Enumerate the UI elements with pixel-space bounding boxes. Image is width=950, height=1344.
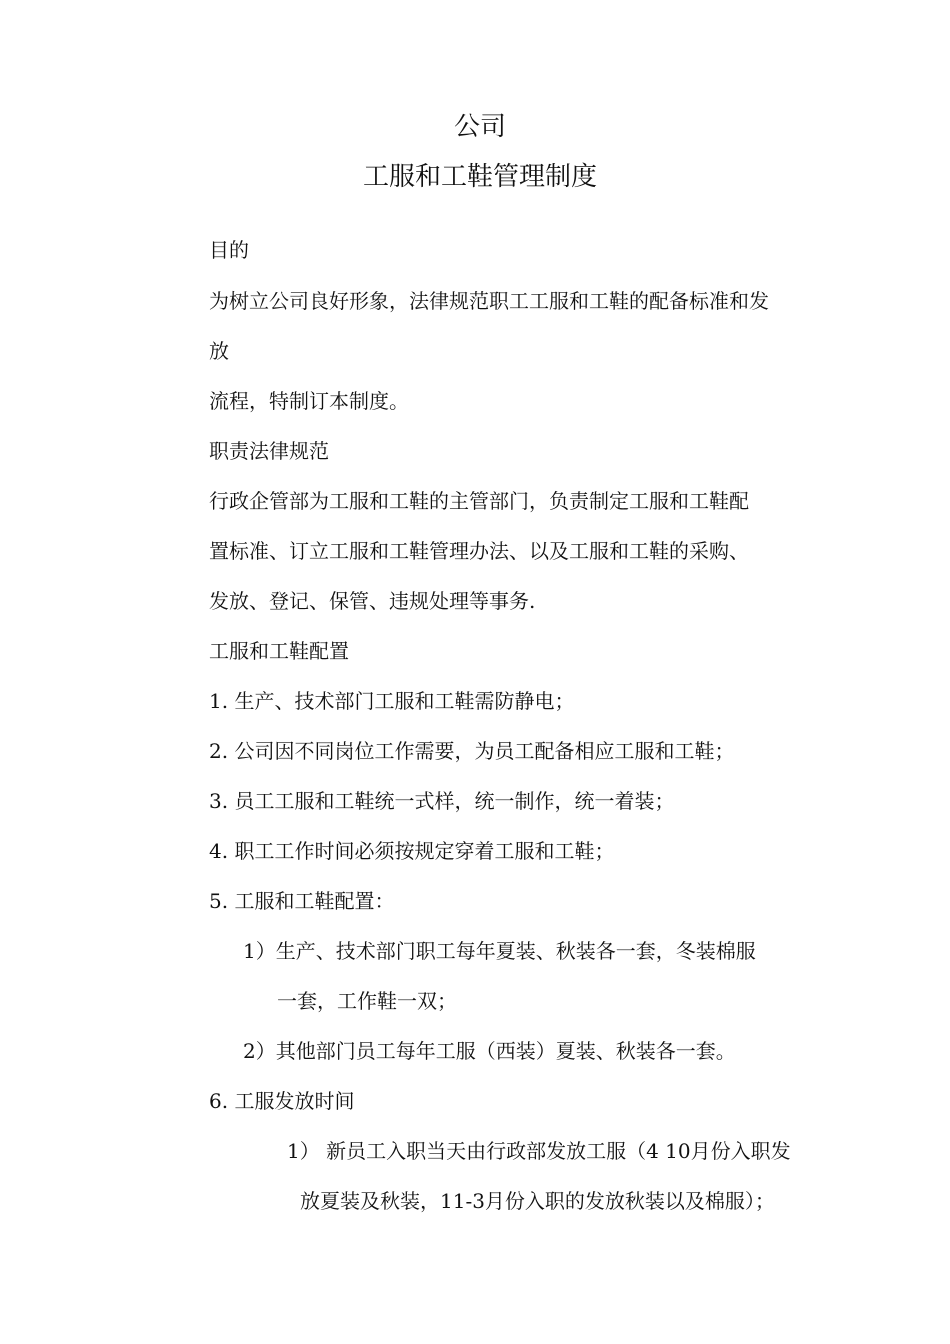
purpose-line-2: 放 [209, 339, 229, 363]
company-name: 公司 [453, 112, 506, 142]
config-sub-item-1: 1）生产、技术部门职工每年夏装、秋装各一套，冬装棉服 [243, 939, 756, 963]
section-heading-responsibility: 职责法律规范 [209, 439, 329, 463]
config-item-2: 2. 公司因不同岗位工作需要，为员工配备相应工服和工鞋； [209, 739, 735, 763]
item6-sub-line-2: 放夏装及秋装，11-3月份入职的发放秋装以及棉服）； [300, 1189, 775, 1213]
purpose-line-3: 流程，特制订本制度。 [209, 389, 409, 413]
config-item-1: 1. 生产、技术部门工服和工鞋需防静电； [209, 689, 575, 713]
section-heading-purpose: 目的 [209, 238, 249, 262]
item6-sub-line-1: 1） 新员工入职当天由行政部发放工服（4 10月份入职发 [287, 1139, 791, 1163]
responsibility-line-1: 行政企管部为工服和工鞋的主管部门，负责制定工服和工鞋配 [209, 489, 749, 513]
document-title: 工服和工鞋管理制度 [362, 162, 597, 192]
config-sub-item-2: 2）其他部门员工每年工服（西装）夏装、秋装各一套。 [243, 1039, 736, 1063]
config-item-3: 3. 员工工服和工鞋统一式样，统一制作，统一着装； [209, 789, 675, 813]
config-item-4: 4. 职工工作时间必须按规定穿着工服和工鞋； [209, 839, 615, 863]
section-heading-config: 工服和工鞋配置 [209, 639, 349, 663]
config-item-6: 6. 工服发放时间 [209, 1089, 355, 1113]
config-sub-item-1-cont: 一套，工作鞋一双； [277, 989, 457, 1013]
config-item-5: 5. 工服和工鞋配置： [209, 889, 395, 913]
purpose-line-1: 为树立公司良好形象，法律规范职工工服和工鞋的配备标准和发 [209, 289, 769, 313]
responsibility-line-3: 发放、登记、保管、违规处理等事务. [209, 589, 536, 613]
responsibility-line-2: 置标准、订立工服和工鞋管理办法、以及工服和工鞋的采购、 [209, 539, 749, 563]
